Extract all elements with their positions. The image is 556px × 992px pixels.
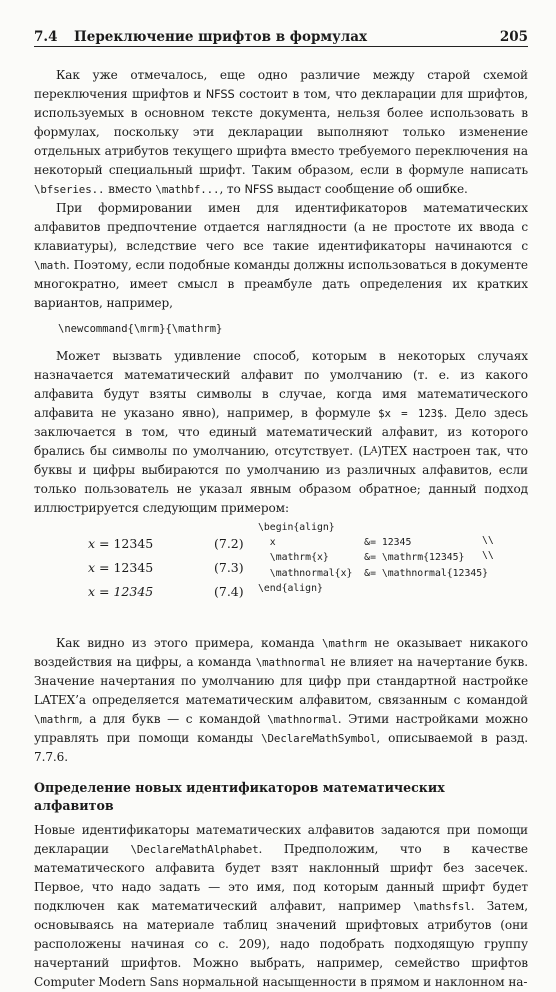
- text-span: )TEX настроен так, что буквы и цифры выбираются по умолчанию из различных алфавитов, если только пользователь не указал явным образом обратное; данный подход иллюстрируется следующим примером:: [34, 444, 528, 515]
- text-span: Как видно из этого примера, команда: [56, 636, 322, 650]
- page-body: [34, 66, 528, 992]
- math-rest: = 12345: [95, 560, 154, 575]
- text-span: Как уже отмечалось, еще одно различие между старой схемой переключения шрифтов и: [34, 68, 528, 101]
- equation-number-3: (7.4): [214, 584, 244, 599]
- text-span: не оказывает никакого воздействия на цифры, а команда: [34, 636, 528, 669]
- code-newcommand: \newcommand{\mrm}{\mathrm}: [58, 323, 223, 335]
- text-span: Новые идентификаторы математических алфавитов задаются при помощи декларации: [34, 823, 528, 856]
- paragraph-1: [34, 66, 528, 199]
- text-span: вместо: [104, 182, 156, 196]
- section-title: Переключение шрифтов в формулах: [74, 29, 368, 45]
- text-span: При формировании имен для идентификаторов математических алфавитов предпочтение отдается наглядности (а не простоте их ввода с клавиатуры), вследствие чего все такие идентификаторы начинаются с: [34, 201, 528, 253]
- text-span: выдаст сообщение об ошибке.: [273, 182, 468, 196]
- math-line-1: [88, 536, 153, 551]
- inline-code: $x = 123$: [378, 407, 444, 420]
- nfss-term: NFSS: [244, 182, 274, 196]
- line-break-marker: \\: [482, 535, 494, 546]
- paragraph-5: [34, 821, 528, 992]
- inline-code: \mathnormal: [267, 713, 338, 726]
- math-line-2: [88, 560, 153, 575]
- nfss-term: NFSS: [205, 87, 235, 101]
- paragraph-4: [34, 634, 528, 767]
- text-span: . Затем, основываясь на материале таблиц значений шрифтовых атрибутов (они расположены начиная со с. 209), надо подобрать подходящую группу начертаний шрифтов. Можно выбрать, например, семейство шрифтов Computer Modern Sans нормальной насыщенности в прямом и наклонном на-: [34, 899, 528, 989]
- math-var: x: [88, 536, 96, 551]
- text-span: . Предположим, что в качестве математического алфавита будет взят наклонный шрифт без засечек. Первое, что надо задать — это имя, под которым данный шрифт будет подключен как математический алфавит, например: [34, 842, 528, 913]
- paragraph-3: [34, 347, 528, 518]
- text-span: . Дело здесь заключается в том, что единый математический алфавит, из которого брались бы символы по умолчанию, отсутствует. (L: [34, 406, 528, 458]
- text-span: , то: [219, 182, 245, 196]
- running-header: [34, 26, 528, 47]
- inline-code: \DeclareMathAlphabet: [130, 843, 259, 856]
- inline-code: \mathbf...: [155, 183, 220, 196]
- equation-number-1: (7.2): [214, 536, 244, 551]
- subsection-heading: Определение новых идентификаторов математических алфавитов: [34, 780, 445, 813]
- equation-number-2: (7.3): [214, 560, 244, 575]
- text-span: . Этими настройками можно управлять при помощи команды: [34, 712, 528, 745]
- section-number: 7.4: [34, 29, 58, 45]
- text-span: A: [370, 446, 378, 456]
- paragraph-2: [34, 199, 528, 313]
- math-rest: = 12345: [95, 536, 154, 551]
- text-span: не влияет на начертание букв. Значение начертания по умолчанию для цифр при стандартной настройке LATEX’а определяется математическим алфавитом, связанным с командой: [34, 655, 528, 707]
- inline-code: \bfseries..: [34, 183, 105, 196]
- text-span: состоит в том, что декларации для шрифтов, используемых в основном тексте документа, нельзя более использовать в формулах, поскольку эти декларации выполняют только изменение отдельных атрибутов текущего шрифта вместо требуемого переключения на некоторый специальный шрифт. Таким образом, если в формуле написать: [34, 87, 529, 177]
- inline-code: \mathnormal: [255, 656, 327, 669]
- inline-code: \mathrm: [321, 637, 367, 650]
- inline-code: \mathrm: [34, 713, 79, 726]
- inline-code: \math: [34, 259, 67, 272]
- text-span: . Поэтому, если подобные команды должны использоваться в документе многократно, имеет смысл в преамбуле дать определения их кратких вариантов, например,: [34, 258, 528, 310]
- inline-code: \DeclareMathSymbol: [261, 732, 377, 745]
- text-span: , а для букв — с командой: [78, 712, 268, 726]
- math-var: x: [88, 584, 96, 599]
- math-rest: = 12345: [95, 584, 154, 599]
- page-number: 205: [499, 29, 528, 45]
- text-span: , описываемой в разд. 7.7.6.: [34, 731, 528, 764]
- math-var: x: [88, 560, 96, 575]
- inline-code: \mathsfsl: [413, 900, 471, 913]
- math-line-3: [88, 584, 153, 599]
- align-example: [34, 520, 528, 628]
- text-span: Может вызвать удивление способ, которым в некоторых случаях назначается математический алфавит по умолчанию (т. е. из какого алфавита будут взяты символы в случае, когда имя математического алфавита не указано явно), например, в формуле: [34, 349, 528, 420]
- line-break-marker: \\: [482, 550, 494, 561]
- align-source-code: \begin{align} x &= 12345 \mathrm{x} &= \mathrm{12345} \mathnormal{x} &= \mathnormal{12345} \end{align}: [258, 522, 489, 594]
